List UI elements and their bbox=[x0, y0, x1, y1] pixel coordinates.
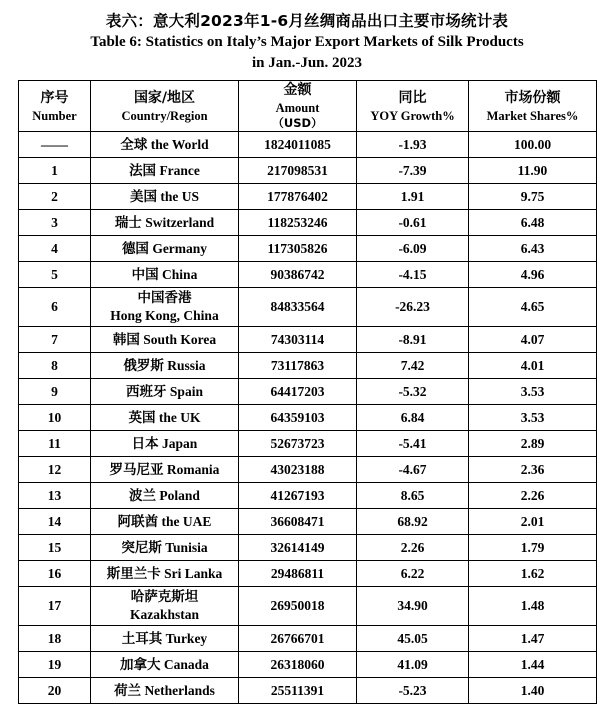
cell-number: 16 bbox=[19, 561, 91, 587]
header-number-cn: 序号 bbox=[40, 89, 69, 106]
cell-amount: 84833564 bbox=[239, 288, 357, 327]
cell-number: 10 bbox=[19, 405, 91, 431]
cell-amount: 29486811 bbox=[239, 561, 357, 587]
cell-share: 11.90 bbox=[469, 158, 597, 184]
header-amount-unit: （USD） bbox=[272, 116, 323, 130]
cell-number: 17 bbox=[19, 587, 91, 626]
cell-country-en: the UK bbox=[155, 409, 201, 425]
title-english-line2: in Jan.-Jun. 2023 bbox=[251, 55, 363, 71]
cell-amount: 90386742 bbox=[239, 262, 357, 288]
table-title-block bbox=[18, 10, 596, 74]
cell-country-cn: 中国 bbox=[131, 266, 159, 283]
cell-amount: 1824011085 bbox=[239, 132, 357, 158]
cell-country-cn: 波兰 bbox=[129, 487, 157, 504]
table-row bbox=[19, 236, 597, 262]
cell-number: 14 bbox=[19, 509, 91, 535]
cell-share: 4.96 bbox=[469, 262, 597, 288]
table-row bbox=[19, 379, 597, 405]
cell-country-en: the World bbox=[147, 136, 209, 152]
cell-country bbox=[91, 132, 239, 158]
cell-growth: -1.93 bbox=[357, 132, 469, 158]
cell-country-en: Sri Lanka bbox=[160, 565, 223, 581]
cell-growth: 45.05 bbox=[357, 626, 469, 652]
cell-growth: -8.91 bbox=[357, 327, 469, 353]
cell-country bbox=[91, 184, 239, 210]
cell-share: 4.07 bbox=[469, 327, 597, 353]
cell-share: 4.01 bbox=[469, 353, 597, 379]
cell-share: 3.53 bbox=[469, 405, 597, 431]
cell-growth: 8.65 bbox=[357, 483, 469, 509]
table-row bbox=[19, 132, 597, 158]
cell-growth: 7.42 bbox=[357, 353, 469, 379]
cell-country-en: Turkey bbox=[162, 630, 208, 646]
cell-amount: 26766701 bbox=[239, 626, 357, 652]
cell-country-cn: 日本 bbox=[131, 435, 159, 452]
cell-country-en: Tunisia bbox=[161, 539, 208, 555]
cell-number: 9 bbox=[19, 379, 91, 405]
cell-country bbox=[91, 327, 239, 353]
cell-country-cn: 土耳其 bbox=[121, 630, 163, 647]
cell-growth: 1.91 bbox=[357, 184, 469, 210]
table-row bbox=[19, 405, 597, 431]
cell-amount: 26318060 bbox=[239, 652, 357, 678]
cell-country-cn: 全球 bbox=[120, 136, 148, 153]
cell-country bbox=[91, 353, 239, 379]
table-row bbox=[19, 262, 597, 288]
cell-country bbox=[91, 652, 239, 678]
cell-growth: -26.23 bbox=[357, 288, 469, 327]
cell-growth: -7.39 bbox=[357, 158, 469, 184]
cell-amount: 43023188 bbox=[239, 457, 357, 483]
cell-country-cn: 俄罗斯 bbox=[123, 357, 164, 374]
cell-share: 6.43 bbox=[469, 236, 597, 262]
cell-country-en: the US bbox=[156, 188, 199, 204]
header-share-en: Market Shares% bbox=[486, 108, 579, 123]
cell-country-en: Poland bbox=[156, 487, 200, 503]
cell-number: 1 bbox=[19, 158, 91, 184]
cell-country bbox=[91, 405, 239, 431]
header-amount-en: Amount bbox=[275, 101, 320, 115]
cell-country bbox=[91, 535, 239, 561]
title-chinese: 表六：意大利2023年1-6月丝绸商品出口主要市场统计表 bbox=[105, 12, 509, 30]
cell-growth: -5.41 bbox=[357, 431, 469, 457]
cell-growth: 6.22 bbox=[357, 561, 469, 587]
cell-country-en: Russia bbox=[163, 357, 206, 373]
cell-number: 15 bbox=[19, 535, 91, 561]
table-body bbox=[19, 132, 597, 704]
header-growth bbox=[357, 81, 469, 132]
table-row bbox=[19, 353, 597, 379]
cell-amount: 118253246 bbox=[239, 210, 357, 236]
table-row bbox=[19, 431, 597, 457]
cell-country-cn: 韩国 bbox=[112, 331, 140, 348]
cell-amount: 32614149 bbox=[239, 535, 357, 561]
cell-number: 18 bbox=[19, 626, 91, 652]
cell-country-cn: 法国 bbox=[129, 162, 157, 179]
cell-number: 3 bbox=[19, 210, 91, 236]
cell-amount: 52673723 bbox=[239, 431, 357, 457]
cell-country bbox=[91, 457, 239, 483]
cell-share: 1.44 bbox=[469, 652, 597, 678]
table-row bbox=[19, 626, 597, 652]
cell-amount: 36608471 bbox=[239, 509, 357, 535]
cell-number: 7 bbox=[19, 327, 91, 353]
cell-growth: 41.09 bbox=[357, 652, 469, 678]
cell-share: 9.75 bbox=[469, 184, 597, 210]
cell-growth: 34.90 bbox=[357, 587, 469, 626]
table-row bbox=[19, 158, 597, 184]
table-row bbox=[19, 457, 597, 483]
cell-country-cn: 西班牙 bbox=[126, 383, 167, 400]
cell-number: 11 bbox=[19, 431, 91, 457]
cell-share: 2.89 bbox=[469, 431, 597, 457]
cell-country-cn: 德国 bbox=[121, 240, 149, 257]
cell-share: 1.62 bbox=[469, 561, 597, 587]
cell-country bbox=[91, 431, 239, 457]
table-row bbox=[19, 678, 597, 704]
cell-country-en: Switzerland bbox=[141, 214, 215, 230]
cell-country bbox=[91, 379, 239, 405]
cell-country-cn: 斯里兰卡 bbox=[106, 565, 161, 582]
cell-country bbox=[91, 678, 239, 704]
header-country-en: Country/Region bbox=[121, 108, 208, 123]
cell-country-cn: 加拿大 bbox=[120, 656, 161, 673]
cell-country bbox=[91, 587, 239, 626]
cell-country-en: Kazakhstan bbox=[129, 607, 200, 622]
table-row bbox=[19, 652, 597, 678]
table-row bbox=[19, 509, 597, 535]
cell-share: 1.40 bbox=[469, 678, 597, 704]
table-row bbox=[19, 483, 597, 509]
header-country bbox=[91, 81, 239, 132]
cell-number: 6 bbox=[19, 288, 91, 327]
cell-country-en: Netherlands bbox=[141, 682, 215, 698]
cell-country-en: Germany bbox=[148, 240, 208, 256]
cell-country-cn: 荷兰 bbox=[114, 682, 142, 699]
cell-growth: -5.23 bbox=[357, 678, 469, 704]
table-row bbox=[19, 535, 597, 561]
cell-number: 5 bbox=[19, 262, 91, 288]
cell-country-cn: 英国 bbox=[128, 409, 156, 426]
cell-share: 4.65 bbox=[469, 288, 597, 327]
cell-amount: 41267193 bbox=[239, 483, 357, 509]
cell-amount: 64359103 bbox=[239, 405, 357, 431]
cell-amount: 177876402 bbox=[239, 184, 357, 210]
cell-growth: -0.61 bbox=[357, 210, 469, 236]
statistics-table bbox=[18, 80, 597, 704]
cell-number: 12 bbox=[19, 457, 91, 483]
header-amount bbox=[239, 81, 357, 132]
cell-number: 19 bbox=[19, 652, 91, 678]
cell-amount: 117305826 bbox=[239, 236, 357, 262]
cell-share: 2.36 bbox=[469, 457, 597, 483]
cell-share: 2.01 bbox=[469, 509, 597, 535]
cell-country-cn: 哈萨克斯坦 bbox=[130, 589, 199, 605]
cell-number: 20 bbox=[19, 678, 91, 704]
cell-country-en: Spain bbox=[166, 383, 203, 399]
cell-number: 8 bbox=[19, 353, 91, 379]
table-row bbox=[19, 327, 597, 353]
header-country-cn: 国家/地区 bbox=[133, 89, 196, 106]
cell-amount: 25511391 bbox=[239, 678, 357, 704]
cell-share: 1.48 bbox=[469, 587, 597, 626]
cell-amount: 64417203 bbox=[239, 379, 357, 405]
cell-country bbox=[91, 236, 239, 262]
table-header-row bbox=[19, 81, 597, 132]
cell-growth: -4.15 bbox=[357, 262, 469, 288]
cell-number: 13 bbox=[19, 483, 91, 509]
cell-country-cn: 突尼斯 bbox=[121, 539, 162, 556]
cell-country-en: Hong Kong, China bbox=[110, 308, 219, 323]
cell-amount: 73117863 bbox=[239, 353, 357, 379]
cell-country bbox=[91, 158, 239, 184]
cell-number: 4 bbox=[19, 236, 91, 262]
header-number-en: Number bbox=[32, 108, 77, 123]
table-row bbox=[19, 561, 597, 587]
cell-growth: -5.32 bbox=[357, 379, 469, 405]
cell-country-en: South Korea bbox=[139, 331, 217, 347]
cell-share: 2.26 bbox=[469, 483, 597, 509]
cell-country-cn: 美国 bbox=[129, 188, 157, 205]
table-row bbox=[19, 210, 597, 236]
cell-country-en: France bbox=[156, 162, 200, 178]
cell-share: 1.79 bbox=[469, 535, 597, 561]
cell-country bbox=[91, 262, 239, 288]
cell-growth: 2.26 bbox=[357, 535, 469, 561]
cell-country-en: China bbox=[158, 266, 198, 282]
table-row bbox=[19, 288, 597, 327]
header-amount-cn: 金额 bbox=[283, 82, 312, 98]
cell-country bbox=[91, 483, 239, 509]
cell-amount: 74303114 bbox=[239, 327, 357, 353]
cell-country bbox=[91, 288, 239, 327]
cell-country-cn: 罗马尼亚 bbox=[109, 461, 164, 478]
cell-amount: 26950018 bbox=[239, 587, 357, 626]
cell-share: 1.47 bbox=[469, 626, 597, 652]
cell-country bbox=[91, 561, 239, 587]
cell-country bbox=[91, 626, 239, 652]
table-row bbox=[19, 587, 597, 626]
header-growth-en: YOY Growth% bbox=[370, 108, 455, 123]
table-row bbox=[19, 184, 597, 210]
cell-country-cn: 中国香港 bbox=[137, 290, 192, 306]
cell-country-cn: 瑞士 bbox=[114, 214, 142, 231]
cell-number: —— bbox=[19, 132, 91, 158]
table-header bbox=[19, 81, 597, 132]
cell-share: 6.48 bbox=[469, 210, 597, 236]
header-growth-cn: 同比 bbox=[398, 89, 427, 106]
cell-country bbox=[91, 210, 239, 236]
cell-growth: -6.09 bbox=[357, 236, 469, 262]
cell-growth: -4.67 bbox=[357, 457, 469, 483]
cell-country bbox=[91, 509, 239, 535]
cell-country-en: Canada bbox=[160, 656, 209, 672]
cell-amount: 217098531 bbox=[239, 158, 357, 184]
cell-growth: 68.92 bbox=[357, 509, 469, 535]
cell-share: 100.00 bbox=[469, 132, 597, 158]
cell-country-cn: 阿联酋 bbox=[117, 513, 159, 530]
cell-country-en: Romania bbox=[163, 461, 220, 477]
cell-share: 3.53 bbox=[469, 379, 597, 405]
cell-number: 2 bbox=[19, 184, 91, 210]
header-share bbox=[469, 81, 597, 132]
title-english-line1: Table 6: Statistics on Italy’s Major Export Markets of Silk Products bbox=[90, 34, 524, 50]
cell-country-en: Japan bbox=[158, 435, 198, 451]
header-number bbox=[19, 81, 91, 132]
cell-growth: 6.84 bbox=[357, 405, 469, 431]
cell-country-en: the UAE bbox=[158, 513, 212, 529]
header-share-cn: 市场份额 bbox=[504, 89, 561, 106]
